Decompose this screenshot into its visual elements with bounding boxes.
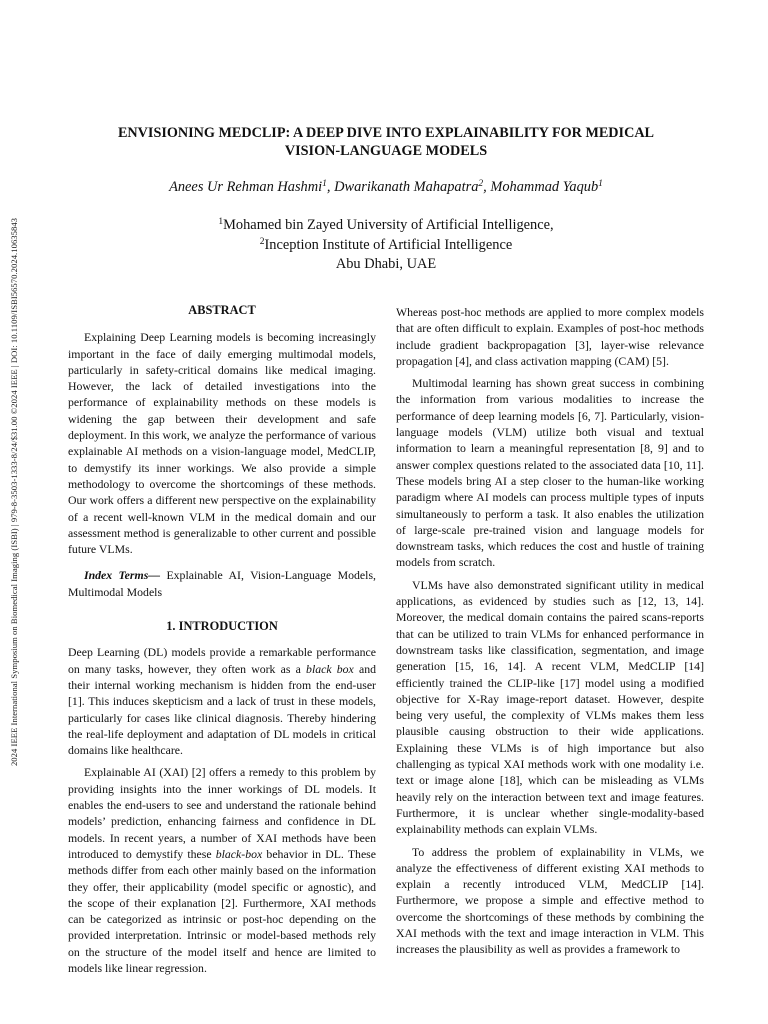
paper-title-line1: ENVISIONING MEDCLIP: A DEEP DIVE INTO EXPLAINABILITY FOR MEDICAL <box>117 125 655 141</box>
emphasis: black-box <box>215 846 263 861</box>
text-run: behavior in DL. These methods differ from each other mainly based on the information they offer, their applicability (model specific or agnostic), and the scope of their explanation [2]. Furthermore, XAI methods can be categorized as intrinsic or post-hoc depending on the provided interpretation. Intrinsic or model-based methods rely on the structure of the model itself and hence are limited to models like linear regression. <box>68 846 377 975</box>
text-run: Deep Learning (DL) models provide a remarkable performance on many tasks, however, they often work as a <box>68 645 376 676</box>
author-separator: , <box>326 179 335 195</box>
affiliations <box>70 216 702 275</box>
author-name: Anees Ur Rehman Hashmi <box>169 179 323 195</box>
intro-paragraph-4: Multimodal learning has shown great success in combining the information from various modalities to increase the performance of deep learning models [6, 7]. Particularly, vision-language models (VLM) utilize both visual and textual information to learn a meaningful representation [8, 9] and to answer complex questions related to the associated data [10, 11]. These models bring AI a step closer to the human-like working paradigm where AI models can process multiple types of inputs simultaneously to perform a task. It also enables the utilization of large-scale pre-trained vision and language models for downstream tasks, which reduces the cost and hustle of training models from scratch. <box>396 376 704 570</box>
intro-paragraph-3: Whereas post-hoc methods are applied to more complex models that are often difficult to explain. Examples of post-hoc methods include gradient backpropagation [3], layer-wise relevance propagation [4], and class activation mapping (CAM) [5]. <box>396 305 704 368</box>
intro-paragraph-2 <box>68 764 376 976</box>
author-affiliation-mark: 1 <box>598 179 603 189</box>
author-name: Dwarikanath Mahapatra <box>334 179 479 195</box>
intro-paragraph-1 <box>68 644 376 758</box>
affiliation-mark: 1 <box>218 217 224 227</box>
intro-paragraph-5: VLMs have also demonstrated significant utility in medical applications, as evidenced by studies such as [12, 13, 14]. Moreover, the medical domain contains the paired scans-reports that can be utilized to train VLMs for enhanced performance in downstream tasks like classification, segmentation, and image generation [15, 16, 14]. A recent VLM, MedCLIP [14] efficiently trained the CLIP-like [17] model using a modified objective for X-Ray image-report dataset. However, despite being very useful, the complexity of VLMs makes them less plausible causing obstruction to their wide applications. Explaining these VLMs is of high importance but also challenging as typical XAI methods work with one modality i.e. text or image alone [18], which can be misleading as VLMs heavily rely on the interaction between text and image features. Furthermore, it is unclear whether single-modality-based explainability methods can explain VLMs. <box>396 577 704 837</box>
paper-title-line2: VISION-LANGUAGE MODELS <box>284 143 488 159</box>
abstract-heading: ABSTRACT <box>188 303 256 317</box>
intro-paragraph-6: To address the problem of explainability in VLMs, we analyze the effectiveness of different existing XAI methods to explain a recently introduced VLM, MedCLIP [14]. Furthermore, we propose a simple and effective method to overcome the shortcomings of these methods by combining the XAI methods with the text and image interaction in VLM. This increases the plausibility as well as provides a framework to <box>396 844 704 957</box>
author-affiliation-mark: 2 <box>478 179 484 189</box>
emphasis: black box <box>306 661 354 676</box>
author-list <box>70 179 702 196</box>
index-terms-text: Explainable AI, Vision-Language Models, Multimodal Models <box>68 568 376 599</box>
affiliation-text: Inception Institute of Artificial Intelligence <box>264 236 513 253</box>
doi-sidebar-text: 2024 IEEE International Symposium on Biomedical Imaging (ISBI) | 979-8-3503-1333-8/24/$31.00 ©2024 IEEE | DOI: 10.1109/ISBI56570.2024.10635843 <box>9 217 19 767</box>
affiliation-mark: 2 <box>259 236 265 247</box>
text-run: and their internal working mechanism is hidden from the end-user [1]. This induces skepticism and a lack of trust in these models, particularly for cases like clinical diagnosis. Thereby hindering the real-life deployment and adaptation of DL models in critical domains like healthcare. <box>68 661 377 758</box>
left-column <box>68 302 376 976</box>
author-affiliation-mark: 1 <box>322 179 327 189</box>
affiliation-text: Abu Dhabi, UAE <box>335 256 437 272</box>
section-heading-introduction: 1. INTRODUCTION <box>166 619 278 634</box>
affiliation-line <box>70 236 702 256</box>
index-terms-label: Index Terms— <box>84 568 161 583</box>
affiliation-line <box>70 255 702 275</box>
text-run: Explainable AI (XAI) [2] offers a remedy to this problem by providing insights into the inner workings of DL models. It enables the end-users to see and understand the rationale behind models’ prediction, enhancing fairness and confidence in DL models. In recent years, a number of XAI methods have been introduced to demystify these <box>68 765 376 861</box>
doi-sidebar <box>5 72 23 912</box>
index-terms <box>68 567 376 600</box>
abstract-text: Explaining Deep Learning models is becoming increasingly important in the face of daily emerging multimodal models, particularly in safety-critical domains like medical imaging. However, the lack of detailed investigations into the performance of explainability methods on these models is widening the gap between their development and safe deployment. In this work, we analyze the performance of various explainable AI methods on a vision-language model, MedCLIP, to demystify its inner workings. We also provide a simple methodology to overcome the shortcomings of these methods. Our work offers a different new perspective on the explainability of a recent well-known VLM in the medical domain and our assessment method is generalizable to other current and possible future VLMs. <box>68 330 376 557</box>
paper-title <box>70 124 702 160</box>
author-separator: , <box>483 179 491 195</box>
affiliation-line <box>70 216 702 236</box>
affiliation-text: Mohamed bin Zayed University of Artificial Intelligence, <box>223 217 554 233</box>
right-column <box>396 304 704 958</box>
author-name: Mohammad Yaqub <box>490 179 599 195</box>
